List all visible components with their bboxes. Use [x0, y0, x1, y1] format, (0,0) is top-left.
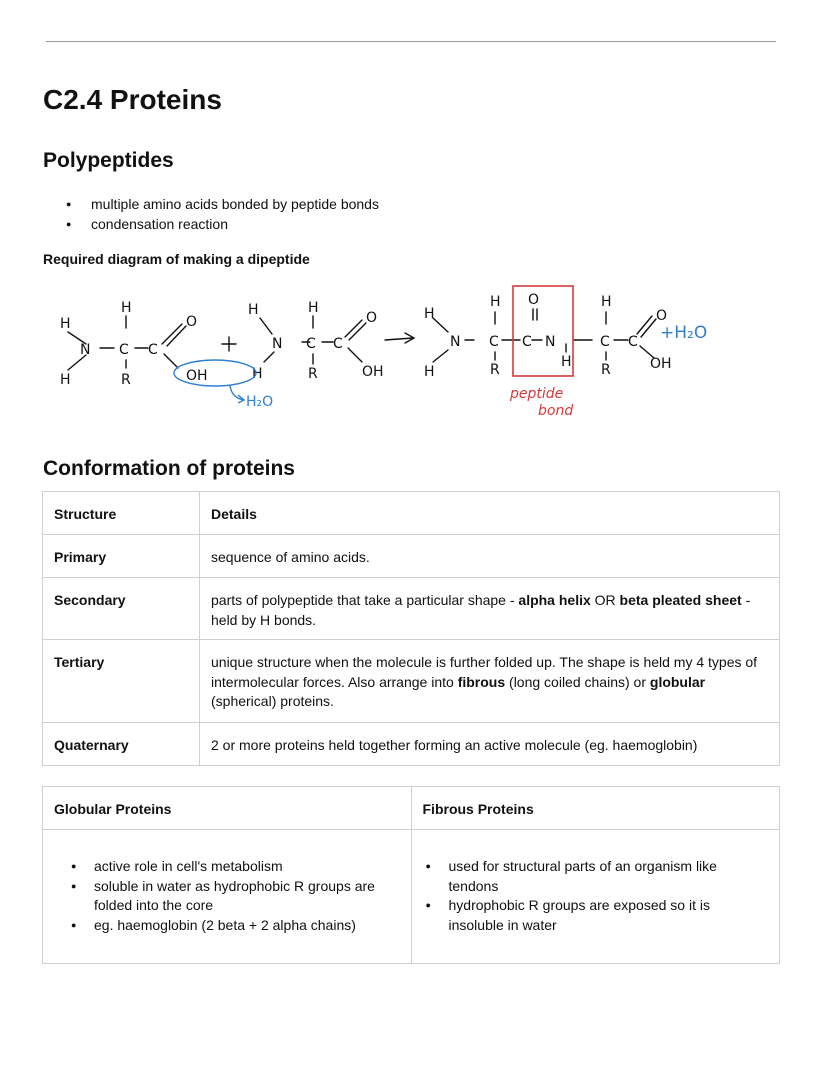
structure-cell: Primary	[43, 535, 200, 578]
table-row	[43, 830, 780, 964]
svg-text:R: R	[490, 362, 500, 378]
details-cell	[200, 578, 780, 640]
svg-text:H: H	[308, 300, 319, 316]
detail-text: - held by H bonds.	[211, 592, 751, 628]
svg-text:C: C	[600, 334, 610, 350]
list-item: ● hydrophobic R groups are exposed so it is insoluble in water	[423, 896, 769, 935]
list-item: ● eg. haemoglobin (2 beta + 2 alpha chains)	[68, 916, 400, 936]
diagram-label: Required diagram of making a dipeptide	[43, 251, 310, 267]
globular-cell	[43, 830, 412, 964]
svg-text:H: H	[490, 294, 501, 310]
svg-text:H: H	[248, 302, 259, 318]
svg-text:O: O	[656, 308, 668, 324]
svg-text:C: C	[522, 334, 532, 350]
list-item: ● multiple amino acids bonded by peptide bonds	[66, 194, 379, 214]
structure-cell: Quaternary	[43, 723, 200, 766]
svg-text:N: N	[80, 342, 91, 358]
detail-text: (long coiled chains) or	[505, 673, 650, 690]
conformation-heading: Conformation of proteins	[43, 457, 295, 480]
svg-text:C: C	[489, 334, 499, 350]
fibrous-cell	[411, 830, 780, 964]
svg-text:C: C	[306, 336, 316, 352]
svg-text:O: O	[186, 314, 198, 330]
svg-text:H: H	[121, 300, 132, 316]
table-row	[43, 492, 780, 535]
svg-text:H: H	[60, 372, 71, 388]
structure-cell: Secondary	[43, 578, 200, 640]
svg-text:O: O	[366, 310, 378, 326]
svg-text:OH: OH	[650, 356, 672, 372]
svg-text:N: N	[545, 334, 556, 350]
svg-text:OH: OH	[362, 364, 384, 380]
svg-text:C: C	[148, 342, 158, 358]
detail-text: parts of polypeptide that take a particular shape -	[211, 592, 519, 608]
polypeptides-heading: Polypeptides	[43, 149, 174, 172]
water-removed-annotation: H₂O	[246, 394, 274, 410]
table-row	[43, 578, 780, 640]
table-row	[43, 535, 780, 578]
details-cell	[200, 723, 780, 766]
svg-text:N: N	[272, 336, 283, 352]
svg-text:OH: OH	[186, 368, 208, 384]
svg-text:C: C	[119, 342, 129, 358]
table-row	[43, 723, 780, 766]
svg-text:R: R	[308, 366, 318, 382]
detail-text: unique structure when the molecule is further folded up. The shape is held my 4 types of intermolecular forces. Also arrange into	[211, 654, 758, 690]
svg-text:H: H	[601, 294, 612, 310]
table-row	[43, 640, 780, 723]
globular-heading: Globular Proteins	[43, 787, 412, 830]
svg-text:O: O	[528, 292, 540, 308]
fibrous-heading: Fibrous Proteins	[411, 787, 780, 830]
top-divider	[46, 41, 776, 42]
detail-text: 2 or more proteins held together forming an active molecule (eg. haemoglobin)	[211, 737, 698, 753]
header-details: Details	[200, 492, 780, 535]
polypeptides-list	[66, 194, 379, 234]
details-cell	[200, 535, 780, 578]
header-structure: Structure	[43, 492, 200, 535]
dipeptide-diagram	[40, 282, 720, 432]
bond-annotation: bond	[538, 403, 574, 419]
page-title: C2.4 Proteins	[43, 84, 222, 115]
svg-text:H: H	[561, 354, 572, 370]
svg-text:C: C	[333, 336, 343, 352]
list-item: ● used for structural parts of an organism like tendons	[423, 857, 769, 896]
key-term: globular	[649, 673, 706, 690]
table-row	[43, 787, 780, 830]
svg-text:H: H	[60, 316, 71, 332]
globular-list	[54, 857, 400, 935]
structure-cell: Tertiary	[43, 640, 200, 723]
water-product-annotation: +H₂O	[660, 323, 708, 343]
svg-text:C: C	[628, 334, 638, 350]
detail-text: (spherical) proteins.	[211, 693, 334, 709]
svg-text:N: N	[450, 334, 461, 350]
detail-text: OR	[590, 592, 620, 608]
detail-text: sequence of amino acids.	[211, 549, 370, 565]
list-item: ● condensation reaction	[66, 214, 379, 234]
svg-text:H: H	[252, 366, 263, 382]
conformation-table	[42, 491, 780, 766]
svg-text:R: R	[121, 372, 131, 388]
svg-text:H: H	[424, 364, 435, 380]
key-term: alpha helix	[518, 592, 591, 608]
details-cell	[200, 640, 780, 723]
fibrous-list	[423, 857, 769, 935]
protein-types-table	[42, 786, 780, 964]
key-term: beta pleated sheet	[619, 592, 742, 608]
list-item: ● soluble in water as hydrophobic R groups are folded into the core	[68, 877, 400, 916]
svg-text:R: R	[601, 362, 611, 378]
list-item: ● active role in cell's metabolism	[68, 857, 400, 877]
peptide-annotation: peptide	[510, 386, 564, 402]
key-term: fibrous	[457, 673, 506, 690]
svg-text:H: H	[424, 306, 435, 322]
